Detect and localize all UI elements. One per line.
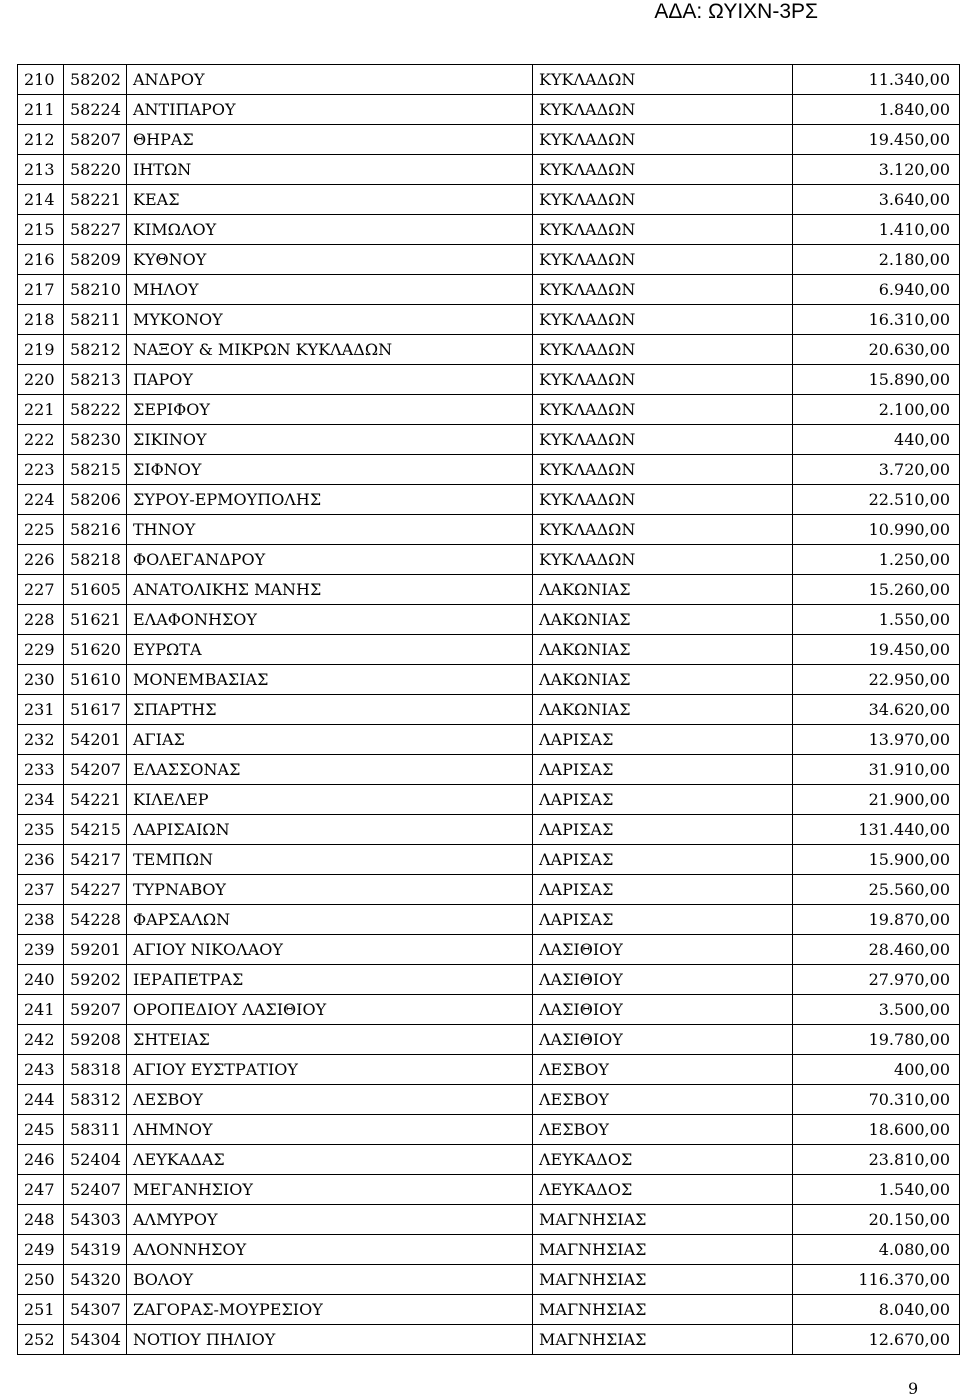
municipality-code-cell: 52404 [64, 1145, 127, 1175]
prefecture-cell: ΚΥΚΛΑΔΩΝ [533, 215, 793, 245]
amount-cell: 8.040,00 [793, 1295, 960, 1325]
row-number-cell: 215 [18, 215, 64, 245]
municipality-name-cell: ΑΓΙΟΥ ΝΙΚΟΛΑΟΥ [127, 935, 533, 965]
row-number-cell: 226 [18, 545, 64, 575]
amount-cell: 11.340,00 [793, 65, 960, 95]
row-number-cell: 246 [18, 1145, 64, 1175]
municipality-code-cell: 58207 [64, 125, 127, 155]
row-number-cell: 249 [18, 1235, 64, 1265]
municipality-name-cell: ΛΑΡΙΣΑΙΩΝ [127, 815, 533, 845]
municipality-name-cell: ΑΝΔΡΟΥ [127, 65, 533, 95]
row-number-cell: 245 [18, 1115, 64, 1145]
table-row [18, 155, 960, 185]
amount-cell: 1.550,00 [793, 605, 960, 635]
amount-cell: 25.560,00 [793, 875, 960, 905]
municipality-name-cell: ΙΗΤΩΝ [127, 155, 533, 185]
amount-cell: 16.310,00 [793, 305, 960, 335]
table-row [18, 665, 960, 695]
amount-cell: 28.460,00 [793, 935, 960, 965]
municipality-code-cell: 58210 [64, 275, 127, 305]
municipality-name-cell: ΣΙΦΝΟΥ [127, 455, 533, 485]
prefecture-cell: ΚΥΚΛΑΔΩΝ [533, 365, 793, 395]
amount-cell: 6.940,00 [793, 275, 960, 305]
table-row [18, 1205, 960, 1235]
prefecture-cell: ΛΑΚΩΝΙΑΣ [533, 635, 793, 665]
municipality-name-cell: ΑΓΙΑΣ [127, 725, 533, 755]
amount-cell: 31.910,00 [793, 755, 960, 785]
row-number-cell: 230 [18, 665, 64, 695]
table-row [18, 215, 960, 245]
municipality-name-cell: ΚΙΜΩΛΟΥ [127, 215, 533, 245]
row-number-cell: 243 [18, 1055, 64, 1085]
row-number-cell: 235 [18, 815, 64, 845]
municipality-name-cell: ΜΟΝΕΜΒΑΣΙΑΣ [127, 665, 533, 695]
table-row [18, 1175, 960, 1205]
municipality-code-cell: 58222 [64, 395, 127, 425]
row-number-cell: 216 [18, 245, 64, 275]
row-number-cell: 233 [18, 755, 64, 785]
row-number-cell: 240 [18, 965, 64, 995]
municipality-code-cell: 58202 [64, 65, 127, 95]
municipality-code-cell: 58311 [64, 1115, 127, 1145]
prefecture-cell: ΛΑΡΙΣΑΣ [533, 815, 793, 845]
prefecture-cell: ΛΕΥΚΑΔΟΣ [533, 1145, 793, 1175]
amount-cell: 3.720,00 [793, 455, 960, 485]
row-number-cell: 242 [18, 1025, 64, 1055]
row-number-cell: 239 [18, 935, 64, 965]
municipality-name-cell: ΑΛΜΥΡΟΥ [127, 1205, 533, 1235]
municipality-name-cell: ΖΑΓΟΡΑΣ-ΜΟΥΡΕΣΙΟΥ [127, 1295, 533, 1325]
table-row [18, 245, 960, 275]
table-row [18, 1145, 960, 1175]
municipality-code-cell: 58212 [64, 335, 127, 365]
amount-cell: 23.810,00 [793, 1145, 960, 1175]
row-number-cell: 211 [18, 95, 64, 125]
municipality-name-cell: ΛΕΥΚΑΔΑΣ [127, 1145, 533, 1175]
municipality-code-cell: 54304 [64, 1325, 127, 1355]
prefecture-cell: ΚΥΚΛΑΔΩΝ [533, 65, 793, 95]
municipality-name-cell: ΣΕΡΙΦΟΥ [127, 395, 533, 425]
row-number-cell: 238 [18, 905, 64, 935]
prefecture-cell: ΚΥΚΛΑΔΩΝ [533, 545, 793, 575]
table-row [18, 335, 960, 365]
prefecture-cell: ΜΑΓΝΗΣΙΑΣ [533, 1265, 793, 1295]
municipality-name-cell: ΑΝΤΙΠΑΡΟΥ [127, 95, 533, 125]
amount-cell: 2.100,00 [793, 395, 960, 425]
row-number-cell: 212 [18, 125, 64, 155]
prefecture-cell: ΚΥΚΛΑΔΩΝ [533, 395, 793, 425]
table-row [18, 455, 960, 485]
municipality-name-cell: ΚΙΛΕΛΕΡ [127, 785, 533, 815]
prefecture-cell: ΛΑΣΙΘΙΟΥ [533, 965, 793, 995]
amount-cell: 34.620,00 [793, 695, 960, 725]
row-number-cell: 225 [18, 515, 64, 545]
municipality-name-cell: ΣΠΑΡΤΗΣ [127, 695, 533, 725]
municipality-code-cell: 58206 [64, 485, 127, 515]
municipality-name-cell: ΚΥΘΝΟΥ [127, 245, 533, 275]
municipality-code-cell: 58224 [64, 95, 127, 125]
municipality-code-cell: 58215 [64, 455, 127, 485]
prefecture-cell: ΛΕΥΚΑΔΟΣ [533, 1175, 793, 1205]
municipality-name-cell: ΜΗΛΟΥ [127, 275, 533, 305]
prefecture-cell: ΚΥΚΛΑΔΩΝ [533, 305, 793, 335]
municipality-name-cell: ΛΕΣΒΟΥ [127, 1085, 533, 1115]
prefecture-cell: ΛΑΡΙΣΑΣ [533, 845, 793, 875]
municipality-name-cell: ΦΑΡΣΑΛΩΝ [127, 905, 533, 935]
municipality-name-cell: ΤΥΡΝΑΒΟΥ [127, 875, 533, 905]
municipality-code-cell: 54303 [64, 1205, 127, 1235]
prefecture-cell: ΛΕΣΒΟΥ [533, 1115, 793, 1145]
table-row [18, 185, 960, 215]
table-row [18, 995, 960, 1025]
municipality-name-cell: ΣΙΚΙΝΟΥ [127, 425, 533, 455]
amount-cell: 22.950,00 [793, 665, 960, 695]
prefecture-cell: ΜΑΓΝΗΣΙΑΣ [533, 1205, 793, 1235]
table-row [18, 605, 960, 635]
table-row [18, 755, 960, 785]
prefecture-cell: ΛΑΡΙΣΑΣ [533, 875, 793, 905]
municipality-name-cell: ΤΗΝΟΥ [127, 515, 533, 545]
table-row [18, 815, 960, 845]
municipality-name-cell: ΝΑΞΟΥ & ΜΙΚΡΩΝ ΚΥΚΛΑΔΩΝ [127, 335, 533, 365]
row-number-cell: 223 [18, 455, 64, 485]
table-row [18, 545, 960, 575]
amount-cell: 1.250,00 [793, 545, 960, 575]
amount-cell: 3.120,00 [793, 155, 960, 185]
prefecture-cell: ΚΥΚΛΑΔΩΝ [533, 95, 793, 125]
table-row [18, 1055, 960, 1085]
prefecture-cell: ΛΑΡΙΣΑΣ [533, 785, 793, 815]
amount-cell: 10.990,00 [793, 515, 960, 545]
municipality-name-cell: ΜΥΚΟΝΟΥ [127, 305, 533, 335]
table-row [18, 305, 960, 335]
municipality-name-cell: ΙΕΡΑΠΕΤΡΑΣ [127, 965, 533, 995]
municipality-code-cell: 54227 [64, 875, 127, 905]
row-number-cell: 221 [18, 395, 64, 425]
table-row [18, 845, 960, 875]
table-row [18, 725, 960, 755]
table-row [18, 1115, 960, 1145]
row-number-cell: 241 [18, 995, 64, 1025]
prefecture-cell: ΚΥΚΛΑΔΩΝ [533, 485, 793, 515]
municipality-code-cell: 58230 [64, 425, 127, 455]
municipality-code-cell: 51610 [64, 665, 127, 695]
prefecture-cell: ΛΑΣΙΘΙΟΥ [533, 995, 793, 1025]
municipality-name-cell: ΛΗΜΝΟΥ [127, 1115, 533, 1145]
municipality-code-cell: 51617 [64, 695, 127, 725]
table-row [18, 1325, 960, 1355]
table-row [18, 515, 960, 545]
amount-cell: 440,00 [793, 425, 960, 455]
municipality-name-cell: ΕΛΑΦΟΝΗΣΟΥ [127, 605, 533, 635]
municipality-code-cell: 58213 [64, 365, 127, 395]
amount-cell: 400,00 [793, 1055, 960, 1085]
row-number-cell: 251 [18, 1295, 64, 1325]
amount-cell: 19.450,00 [793, 125, 960, 155]
municipality-code-cell: 58209 [64, 245, 127, 275]
row-number-cell: 236 [18, 845, 64, 875]
municipality-name-cell: ΜΕΓΑΝΗΣΙΟΥ [127, 1175, 533, 1205]
table-row [18, 965, 960, 995]
amount-cell: 13.970,00 [793, 725, 960, 755]
prefecture-cell: ΚΥΚΛΑΔΩΝ [533, 125, 793, 155]
amount-cell: 15.900,00 [793, 845, 960, 875]
municipality-code-cell: 58227 [64, 215, 127, 245]
table-row [18, 935, 960, 965]
prefecture-cell: ΛΑΣΙΘΙΟΥ [533, 935, 793, 965]
row-number-cell: 210 [18, 65, 64, 95]
prefecture-cell: ΛΑΣΙΘΙΟΥ [533, 1025, 793, 1055]
row-number-cell: 231 [18, 695, 64, 725]
row-number-cell: 218 [18, 305, 64, 335]
table-row [18, 1085, 960, 1115]
row-number-cell: 217 [18, 275, 64, 305]
amount-cell: 1.540,00 [793, 1175, 960, 1205]
amount-cell: 19.870,00 [793, 905, 960, 935]
municipality-code-cell: 51621 [64, 605, 127, 635]
row-number-cell: 244 [18, 1085, 64, 1115]
row-number-cell: 250 [18, 1265, 64, 1295]
amount-cell: 21.900,00 [793, 785, 960, 815]
prefecture-cell: ΜΑΓΝΗΣΙΑΣ [533, 1235, 793, 1265]
document-ada-code: ΑΔΑ: ΩΥΙΧΝ-3ΡΣ [654, 0, 818, 23]
prefecture-cell: ΛΑΚΩΝΙΑΣ [533, 665, 793, 695]
prefecture-cell: ΚΥΚΛΑΔΩΝ [533, 455, 793, 485]
table-row [18, 575, 960, 605]
municipality-name-cell: ΤΕΜΠΩΝ [127, 845, 533, 875]
municipality-name-cell: ΦΟΛΕΓΑΝΔΡΟΥ [127, 545, 533, 575]
amount-cell: 4.080,00 [793, 1235, 960, 1265]
municipality-code-cell: 54307 [64, 1295, 127, 1325]
amount-cell: 1.410,00 [793, 215, 960, 245]
municipality-code-cell: 51620 [64, 635, 127, 665]
municipality-name-cell: ΑΝΑΤΟΛΙΚΗΣ ΜΑΝΗΣ [127, 575, 533, 605]
municipality-code-cell: 58220 [64, 155, 127, 185]
municipality-name-cell: ΒΟΛΟΥ [127, 1265, 533, 1295]
municipality-code-cell: 58216 [64, 515, 127, 545]
row-number-cell: 213 [18, 155, 64, 185]
table-row [18, 65, 960, 95]
prefecture-cell: ΜΑΓΝΗΣΙΑΣ [533, 1325, 793, 1355]
municipality-name-cell: ΑΓΙΟΥ ΕΥΣΤΡΑΤΙΟΥ [127, 1055, 533, 1085]
row-number-cell: 224 [18, 485, 64, 515]
row-number-cell: 252 [18, 1325, 64, 1355]
amount-cell: 1.840,00 [793, 95, 960, 125]
table-row [18, 275, 960, 305]
prefecture-cell: ΛΑΚΩΝΙΑΣ [533, 605, 793, 635]
prefecture-cell: ΚΥΚΛΑΔΩΝ [533, 425, 793, 455]
table-row [18, 1265, 960, 1295]
row-number-cell: 229 [18, 635, 64, 665]
table-row [18, 785, 960, 815]
amount-cell: 20.630,00 [793, 335, 960, 365]
municipality-code-cell: 58318 [64, 1055, 127, 1085]
row-number-cell: 228 [18, 605, 64, 635]
municipality-name-cell: ΕΥΡΩΤΑ [127, 635, 533, 665]
amount-cell: 20.150,00 [793, 1205, 960, 1235]
municipality-code-cell: 58221 [64, 185, 127, 215]
municipality-code-cell: 58312 [64, 1085, 127, 1115]
amount-cell: 131.440,00 [793, 815, 960, 845]
municipality-code-cell: 54228 [64, 905, 127, 935]
amount-cell: 18.600,00 [793, 1115, 960, 1145]
amount-cell: 12.670,00 [793, 1325, 960, 1355]
municipality-name-cell: ΝΟΤΙΟΥ ΠΗΛΙΟΥ [127, 1325, 533, 1355]
row-number-cell: 248 [18, 1205, 64, 1235]
table-row [18, 875, 960, 905]
amount-cell: 2.180,00 [793, 245, 960, 275]
amount-cell: 27.970,00 [793, 965, 960, 995]
amount-cell: 15.890,00 [793, 365, 960, 395]
amount-cell: 3.640,00 [793, 185, 960, 215]
prefecture-cell: ΚΥΚΛΑΔΩΝ [533, 335, 793, 365]
amount-cell: 22.510,00 [793, 485, 960, 515]
municipality-name-cell: ΠΑΡΟΥ [127, 365, 533, 395]
municipalities-allocation-table [17, 64, 960, 1355]
row-number-cell: 234 [18, 785, 64, 815]
row-number-cell: 220 [18, 365, 64, 395]
table-row [18, 485, 960, 515]
row-number-cell: 227 [18, 575, 64, 605]
municipality-code-cell: 54201 [64, 725, 127, 755]
prefecture-cell: ΚΥΚΛΑΔΩΝ [533, 245, 793, 275]
prefecture-cell: ΛΑΡΙΣΑΣ [533, 725, 793, 755]
municipality-code-cell: 59202 [64, 965, 127, 995]
row-number-cell: 247 [18, 1175, 64, 1205]
municipality-name-cell: ΟΡΟΠΕΔΙΟΥ ΛΑΣΙΘΙΟΥ [127, 995, 533, 1025]
municipality-code-cell: 54320 [64, 1265, 127, 1295]
table-row [18, 425, 960, 455]
municipality-code-cell: 59207 [64, 995, 127, 1025]
prefecture-cell: ΚΥΚΛΑΔΩΝ [533, 275, 793, 305]
amount-cell: 15.260,00 [793, 575, 960, 605]
row-number-cell: 222 [18, 425, 64, 455]
amount-cell: 3.500,00 [793, 995, 960, 1025]
table-row [18, 125, 960, 155]
amount-cell: 70.310,00 [793, 1085, 960, 1115]
prefecture-cell: ΚΥΚΛΑΔΩΝ [533, 185, 793, 215]
municipality-name-cell: ΣΥΡΟΥ-ΕΡΜΟΥΠΟΛΗΣ [127, 485, 533, 515]
table-body [18, 65, 960, 1355]
prefecture-cell: ΛΑΚΩΝΙΑΣ [533, 575, 793, 605]
municipality-code-cell: 59201 [64, 935, 127, 965]
municipality-name-cell: ΚΕΑΣ [127, 185, 533, 215]
prefecture-cell: ΛΑΡΙΣΑΣ [533, 905, 793, 935]
table-row [18, 1295, 960, 1325]
prefecture-cell: ΛΑΡΙΣΑΣ [533, 755, 793, 785]
municipality-code-cell: 54207 [64, 755, 127, 785]
amount-cell: 116.370,00 [793, 1265, 960, 1295]
prefecture-cell: ΚΥΚΛΑΔΩΝ [533, 155, 793, 185]
amount-cell: 19.450,00 [793, 635, 960, 665]
row-number-cell: 232 [18, 725, 64, 755]
table-row [18, 1025, 960, 1055]
table-row [18, 635, 960, 665]
row-number-cell: 237 [18, 875, 64, 905]
table-row [18, 365, 960, 395]
municipality-code-cell: 54319 [64, 1235, 127, 1265]
prefecture-cell: ΜΑΓΝΗΣΙΑΣ [533, 1295, 793, 1325]
municipality-name-cell: ΣΗΤΕΙΑΣ [127, 1025, 533, 1055]
municipality-name-cell: ΘΗΡΑΣ [127, 125, 533, 155]
prefecture-cell: ΛΕΣΒΟΥ [533, 1055, 793, 1085]
municipality-code-cell: 54217 [64, 845, 127, 875]
table-row [18, 1235, 960, 1265]
municipality-code-cell: 58211 [64, 305, 127, 335]
municipality-code-cell: 59208 [64, 1025, 127, 1055]
amount-cell: 19.780,00 [793, 1025, 960, 1055]
table-row [18, 905, 960, 935]
table-row [18, 95, 960, 125]
prefecture-cell: ΛΕΣΒΟΥ [533, 1085, 793, 1115]
municipality-code-cell: 52407 [64, 1175, 127, 1205]
municipality-code-cell: 51605 [64, 575, 127, 605]
table-row [18, 695, 960, 725]
municipality-name-cell: ΑΛΟΝΝΗΣΟΥ [127, 1235, 533, 1265]
table-row [18, 395, 960, 425]
municipality-code-cell: 54221 [64, 785, 127, 815]
prefecture-cell: ΛΑΚΩΝΙΑΣ [533, 695, 793, 725]
page-number: 9 [908, 1379, 919, 1398]
municipality-name-cell: ΕΛΑΣΣΟΝΑΣ [127, 755, 533, 785]
row-number-cell: 219 [18, 335, 64, 365]
row-number-cell: 214 [18, 185, 64, 215]
municipality-code-cell: 58218 [64, 545, 127, 575]
municipality-code-cell: 54215 [64, 815, 127, 845]
prefecture-cell: ΚΥΚΛΑΔΩΝ [533, 515, 793, 545]
